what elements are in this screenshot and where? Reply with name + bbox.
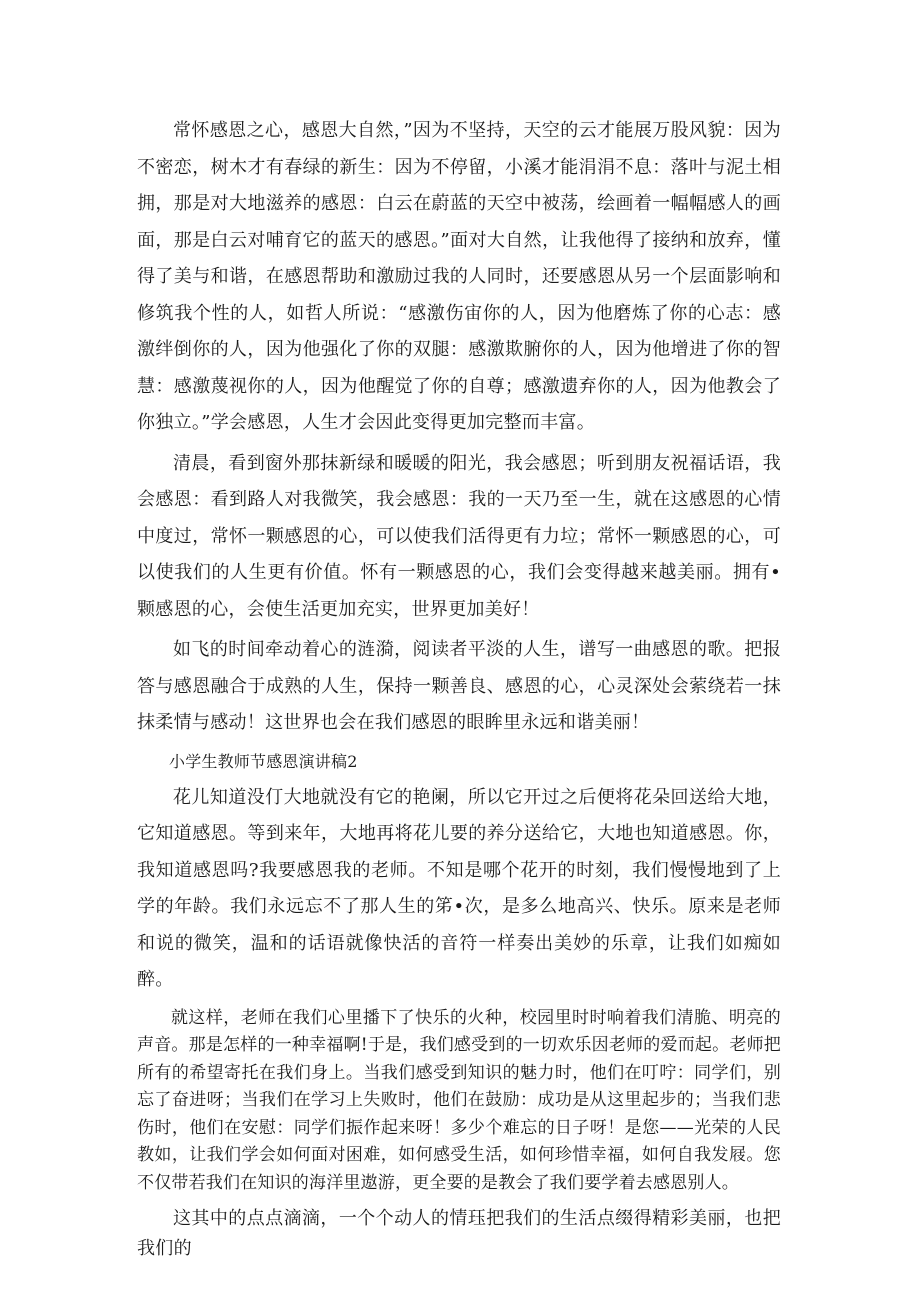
paragraph-gratitude-nature: 常怀感恩之心，感恩大自然，”因为不坚持，天空的云才能展万股风貌：因为不密恋，树木才有春绿的新生：因为不停留，小溪才能涓涓不息：落叶与泥土相拥，那是对大地滋养的感恩：白云在蔚蓝的天空中被荡，绘画着一幅幅感人的画面，那是白云对哺育它的蓝天的感恩。”面对大自然，让我他得了接纳和放弃，懂得了美与和谐，在感恩帮助和激励过我的人同时，还要感恩从另一个层面影响和修筑我个性的人，如哲人所说：“感激伤宙你的人，因为他磨炼了你的心志：感激绊倒你的人，因为他强化了你的双腿：感激欺腑你的人，因为他增进了你的智慧：感激蔑视你的人，因为他醒觉了你的自尊；感激遗弃你的人，因为他教会了你独立。”学会感恩，人生才会因此变得更加完整而丰富。 (137, 120, 781, 433)
paragraph-song-of-gratitude: 如飞的时间牵动着心的涟漪，阅读者平淡的人生，谱写一曲感恩的歌。把报答与感恩融合于成熟的人生，保持一颗善良、感恩的心，心灵深处会萦绕若一抹抹柔情与感动！这世界也会在我们感恩的眼眸里永远和谐美丽！ (137, 639, 781, 733)
section-heading: 小学生教师节感恩演讲稿2 (169, 751, 358, 771)
paragraph-teachers-care: 就这样，老师在我们心里播下了快乐的火种，校园里时时响着我们清脆、明亮的声音。那是怎样的一种幸福啊!于是，我们感受到的一切欢乐因老师的爱而起。老师把所有的希望寄托在我们身上。当我们感受到知识的魅力时，他们在叮咛：同学们，别忘了奋进呀；当我们在学习上失败时，他们在鼓励：成功是从这里起步的；当我们悲伤时，他们在安慰：同学们振作起来呀！多少个难忘的日子呀！是您——光荣的人民教如，让我们学会如何面对困难，如何感受生活，如何珍惜幸福，如何自我发屐。您不仅带若我们在知识的海洋里遨游，更全要的是教会了我们要学着去感恩别人。 (137, 1007, 781, 1194)
paragraph-closing-fragment: 这其中的点点滴滴，一个个动人的情珏把我们的生活点缀得精彩美丽，也把我们的 (137, 1207, 781, 1259)
paragraph-flowers-and-earth: 花儿知道没仃大地就没有它的艳阑，所以它开过之后便将花朵回送给大地，它知道感恩。等到来年，大地再将花儿要的养分送给它，大地也知道感恩。你，我知道感恩吗?我要感恩我的老师。不知是哪个花开的时刻，我们慢慢地到了上学的年龄。我们永远忘不了那人生的笫•次，是多么地高兴、快乐。原来是老师和说的微笑，温和的话语就像快活的音符一样奏出美妙的乐章，让我们如痴如醉。 (137, 786, 781, 990)
document-body (137, 113, 781, 1264)
paragraph-morning-gratitude: 清晨，看到窗外那抹新绿和暖暖的阳光，我会感恩；听到朋友祝福话语，我会感恩：看到路人对我微笑，我会感恩：我的一天乃至一生，就在这感恩的心情中度过，常怀一颗感恩的心，可以使我们活得更有力垃；常怀一颗感恩的心，可以使我们的人生更有价值。怀有一颗感恩的心，我们会变得越来越美丽。拥有•颗感恩的心，会使生活更加充实，世界更加美好！ (137, 452, 781, 620)
